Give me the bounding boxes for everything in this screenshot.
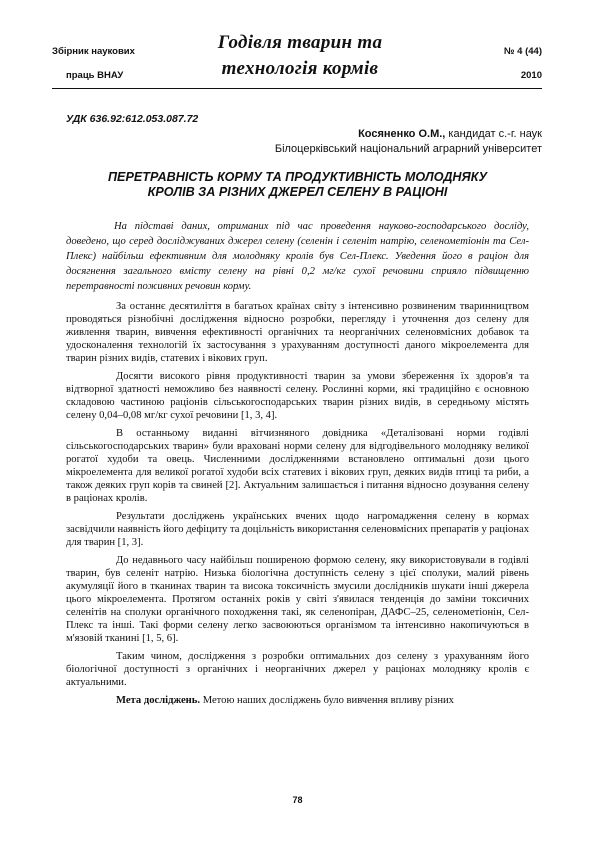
body-paragraph: В останньому виданні вітчизняного довідника «Деталізовані норми годівлі сільськогосподарських тварин» були враховані норми селену для відгодівельного молодняку великої рогатої худоби та овець. Численними дослідженнями встановлено оптимальні дози цього мікроелемента для великої рогатої худоби всіх статевих і вікових груп, деяких видів птиці та риби, а також деяких груп корів та свиней [2]. Актуальним залишається і питання відносно дозування селену в раціонах кролів. [66,428,529,504]
aim-text: Метою наших досліджень було вивчення впливу різних [200,695,454,706]
author-block [275,127,542,157]
article-title-line2: КРОЛІВ ЗА РІЗНИХ ДЖЕРЕЛ СЕЛЕНУ В РАЦІОНІ [147,185,448,199]
issue-year: 2010 [520,70,542,81]
journal-name-line1: Збірник наукових [52,46,135,57]
section-title-line1: Годівля тварин та [217,32,383,53]
aim-lead: Мета досліджень. [116,695,201,706]
section-title-line2: технологія кормів [221,58,379,79]
article-body [66,300,529,712]
body-paragraph: Досягти високого рівня продуктивності тварин за умови збереження їх здоров'я та відтворної здатності неможливо без наявності селену. Рослинні корми, які традиційно є основною складовою частиною раціонів сільськогосподарських тварин різних видів, в середньому містять селену 0,04–0,08 мг/кг сухої речовини [1, 3, 4]. [66,371,529,421]
journal-name [52,40,142,88]
body-paragraph: За останнє десятиліття в багатьох країнах світу з інтенсивно розвиненим тваринництвом проводяться різнобічні дослідження відносно розробки, перегляду і уточнення доз селену для живлення тварин, вивчення ефективності органічних та неорганічних селеновмісних добавок та удосконалення технологій їх застосування з урахуванням доступності даного мікроелемента для тварин різних видів, статевих і вікових груп. [66,301,529,364]
page-number: 78 [292,795,303,805]
header-divider [52,88,542,89]
body-paragraph: До недавнього часу найбільш поширеною формою селену, яку використовували в годівлі тварин, був селеніт натрію. Низька біологічна доступність селену з цієї сполуки, малий рівень акумуляції його в тканинах тварин та висока токсичність змусили дослідників шукати інші джерела цього мікроелемента. Протягом останніх років у світі з'явилася тенденція до заміни токсичних селенітів на сполуки органічного походження такі, як селенопіран, ДАФС–25, селенометіонін, Сел-Плекс та інші. Такі форми селену легко засвоюються організмом та інтенсивно накопичуються в м'язовій тканині [1, 5, 6]. [66,555,529,644]
section-title [200,30,400,82]
body-paragraph: Таким чином, дослідження з розробки оптимальних доз селену з урахуванням його біологічної доступності з органічних і неорганічних джерел у раціонах молодняку кролів є актуальними. [66,651,529,688]
journal-name-line2: праць ВНАУ [66,70,124,81]
issue-number: № 4 (44) [503,46,542,57]
article-title [70,170,525,200]
body-paragraph-aim [66,694,529,707]
udk-code: УДК 636.92:612.053.087.72 [66,113,199,125]
abstract: На підставі даних, отриманих під час проведення науково-господарського досліду, доведено, що серед досліджуваних джерел селену (селенін і селеніт натрію, селенометіонін та Сел-Плекс) найбільш ефективним для молодняку кролів був Сел-Плекс. Уведення його в раціон для досягнення загального вмісту селену на рівні 0,2 мг/кг сухої речовини сприяло підвищенню перетравності поживних речовин корму. [66,221,529,292]
author-degree: кандидат с.-г. наук [445,128,542,140]
author-name: Косяненко О.М., [358,128,446,140]
body-paragraph: Результати досліджень українських вчених щодо нагромадження селену в кормах засвідчили наявність його дефіциту та доцільність використання селеновмісних препаратів у раціонах для тварин [1, 3]. [66,511,529,548]
author-line [275,127,542,142]
issue-info [470,40,542,88]
article-title-line1: ПЕРЕТРАВНІСТЬ КОРМУ ТА ПРОДУКТИВНІСТЬ МОЛОДНЯКУ [108,170,487,184]
author-affiliation: Білоцерківський національний аграрний університет [274,143,542,155]
